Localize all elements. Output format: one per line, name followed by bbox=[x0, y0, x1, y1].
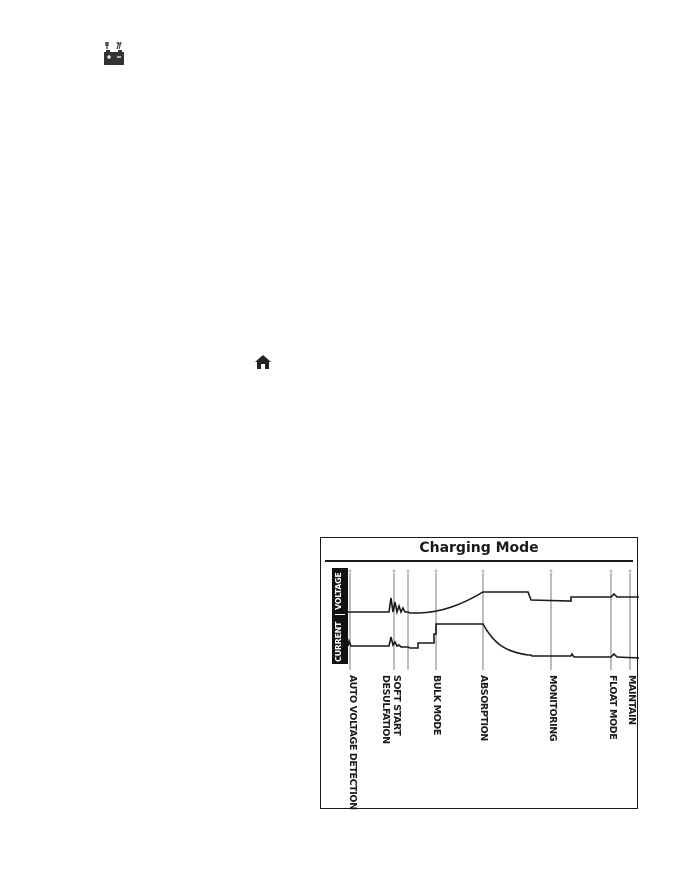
voltage-axis-label: VOLTAGE bbox=[334, 572, 343, 610]
axis-separator bbox=[335, 614, 345, 615]
stage-guides bbox=[350, 573, 630, 670]
home-icon bbox=[254, 354, 272, 370]
current-curve bbox=[348, 624, 639, 658]
battery-clamps-icon bbox=[102, 40, 126, 68]
stage-monitoring: MONITORING bbox=[547, 675, 558, 742]
stage-soft-start: SOFT START bbox=[391, 675, 402, 736]
stage-maintain: MAINTAIN bbox=[626, 675, 637, 725]
current-axis-label: CURRENT bbox=[334, 621, 343, 662]
charging-curves bbox=[348, 560, 639, 670]
charging-mode-diagram bbox=[320, 537, 638, 809]
guide-markers bbox=[349, 570, 632, 573]
stage-bulk-mode: BULK MODE bbox=[431, 675, 442, 735]
stage-float-mode: FLOAT MODE bbox=[607, 675, 618, 740]
stage-absorption: ABSORPTION bbox=[478, 675, 489, 741]
stage-auto-voltage-detection: AUTO VOLTAGE DETECTION bbox=[347, 675, 358, 810]
voltage-curve bbox=[348, 592, 639, 613]
chart-title: Charging Mode bbox=[419, 540, 539, 556]
stage-desulfation: DESULFATION bbox=[380, 675, 391, 744]
axis-band bbox=[332, 568, 348, 664]
